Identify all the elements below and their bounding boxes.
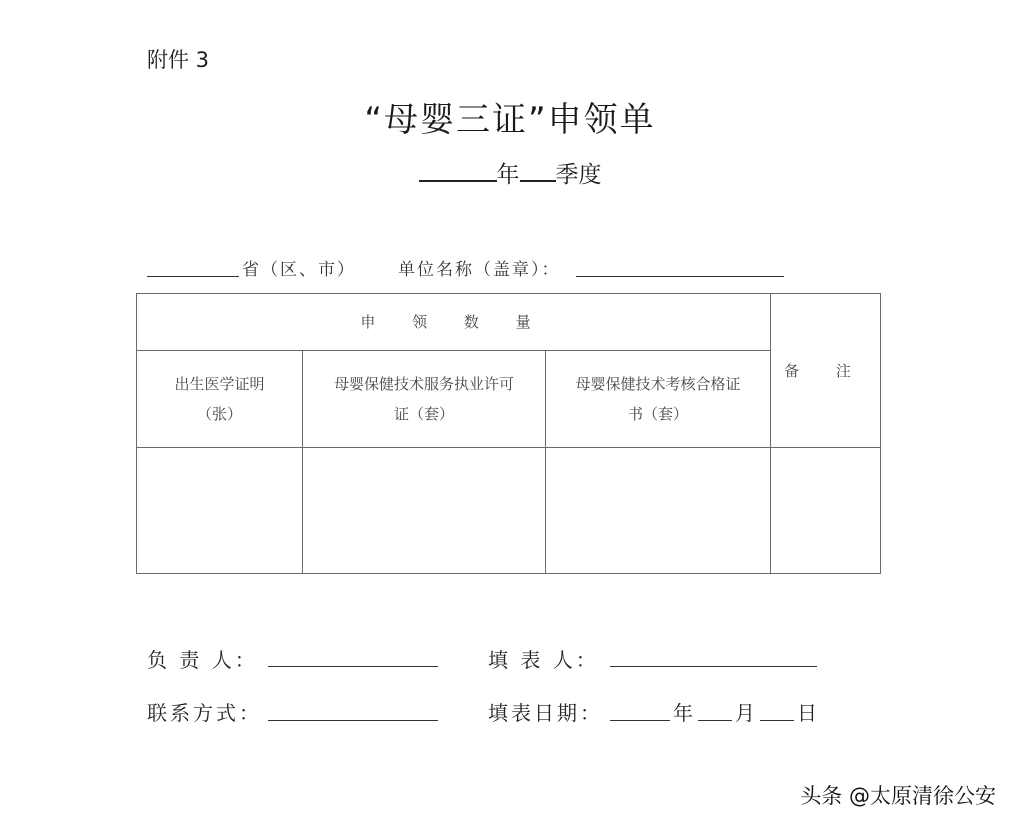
fill-year-blank[interactable] [610,720,670,721]
fill-month-label: 月 [735,701,758,725]
birth-certificate-qty-cell[interactable] [137,448,303,574]
column-header-line: 证（套） [393,405,454,423]
column-header-line: 出生医学证明 [174,375,265,393]
group-header-cell [137,294,771,351]
column-header-line: （张） [196,405,242,423]
column-header-line: 书（套） [627,405,688,423]
column-header-line: 母婴保健技术考核合格证 [575,375,741,393]
responsible-person-blank[interactable] [268,666,438,667]
attachment-label: 附件 3 [147,48,210,72]
remarks-header-cell [771,294,881,448]
filler-blank[interactable] [610,666,817,667]
contact-blank[interactable] [268,720,438,721]
filler-label: 填 表 人： [488,648,599,672]
year-blank[interactable] [419,156,497,182]
period-line [0,156,1020,189]
fill-date-label: 填表日期： [488,701,603,725]
application-table [136,293,881,574]
unit-name-label: 单位名称（盖章）： [398,260,561,280]
unit-name-blank[interactable] [576,276,784,277]
watermark: 头条 @太原清徐公安 [800,784,996,808]
group-header-text: 申 领 数 量 [360,313,547,331]
column-header-line: 母婴保健技术服务执业许可 [333,375,514,393]
column-header-qualification-certificate [546,351,771,448]
fill-day-blank[interactable] [760,720,794,721]
responsible-person-label: 负 责 人： [147,648,258,672]
document-title: “母婴三证”申领单 [364,100,656,140]
province-label: 省（区、市） [242,260,356,280]
practice-license-qty-cell[interactable] [303,448,546,574]
remarks-cell[interactable] [771,448,881,574]
fill-month-blank[interactable] [698,720,732,721]
province-blank[interactable] [147,276,239,277]
fill-year-label: 年 [673,701,696,725]
qualification-certificate-qty-cell[interactable] [546,448,771,574]
fill-day-label: 日 [797,701,820,725]
quarter-blank[interactable] [520,156,556,182]
column-header-birth-certificate [137,351,303,448]
period-year-label: 年 [496,162,520,188]
contact-label: 联系方式： [147,701,262,725]
period-quarter-label: 季度 [555,162,602,188]
column-header-practice-license [303,351,546,448]
remarks-header-text: 备 注 [784,361,867,380]
